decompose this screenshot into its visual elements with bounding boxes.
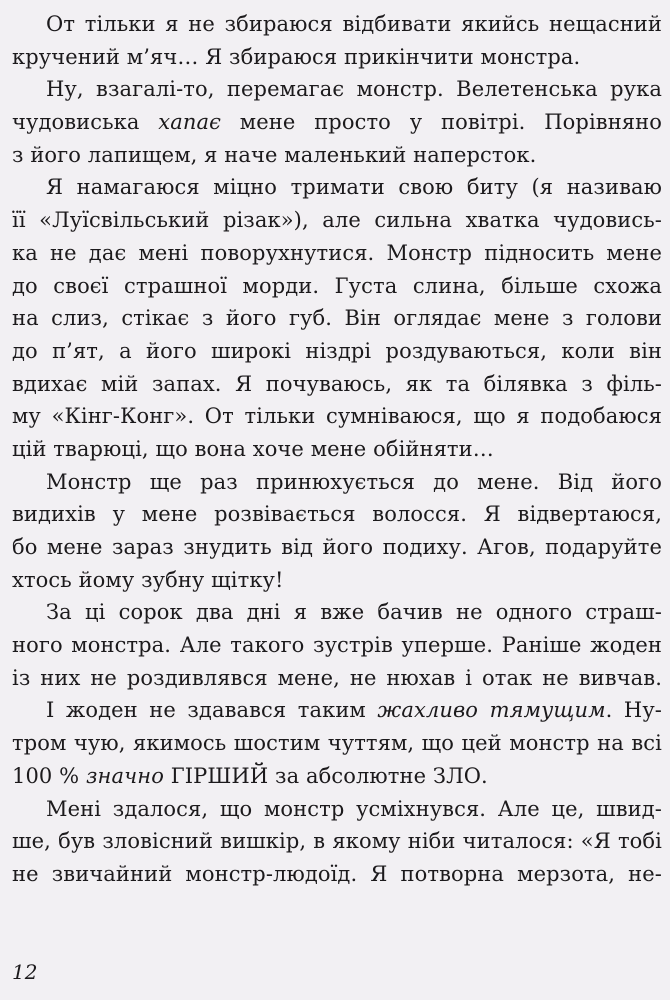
text-run: до своєї страшної морди. Густа слина, більше схожа (12, 273, 662, 298)
text-run: Монстр ще раз принюхується до мене. Від його (46, 469, 662, 494)
text-line (12, 270, 662, 303)
text-run: Ну, взагалі-то, перемагає монстр. Велетенська рука (46, 77, 662, 102)
text-line (12, 793, 662, 826)
text-line (12, 204, 662, 237)
text-line (12, 8, 662, 41)
text-run: І жоден не здавався таким (46, 698, 378, 723)
text-line (12, 466, 662, 499)
text-run: ше, був зловісний вишкір, в якому ніби читалося: «Я тобі (12, 829, 662, 854)
italic-text: жахливо тямущим (377, 698, 606, 723)
text-run: 100 % (12, 763, 86, 788)
text-run: Мені здалося, що монстр усміхнувся. Але це, швид- (46, 796, 662, 821)
text-run: до п’ят, а його широкі ніздрі роздуваються, коли він (12, 338, 662, 363)
text-line (12, 694, 662, 727)
text-run: Я намагаюся міцно тримати свою биту (я називаю (46, 175, 662, 200)
text-line (12, 498, 662, 531)
text-run: ГІРШИЙ за абсолютне ЗЛО. (163, 763, 488, 788)
text-line (12, 564, 662, 597)
text-line (12, 41, 662, 74)
page-text (12, 8, 662, 891)
text-run: От тільки я не збираюся відбивати якийсь нещасний (46, 12, 662, 36)
text-line (12, 825, 662, 858)
italic-text: значно (86, 763, 164, 788)
text-run: цій тварюці, що вона хоче мене обійняти… (12, 436, 494, 461)
text-line (12, 629, 662, 662)
text-line (12, 760, 662, 793)
text-run: бо мене зараз знудить від його подиху. Агов, подаруйте (12, 535, 662, 559)
text-line (12, 302, 662, 335)
text-line (12, 237, 662, 270)
text-run: із них не роздивлявся мене, не нюхав і отак не вивчав. (12, 665, 662, 690)
text-run: кручений м’яч… Я збираюся прикінчити монстра. (12, 44, 581, 69)
italic-text: хапає (158, 110, 221, 135)
text-line (12, 106, 662, 139)
text-run: вдихає мій запах. Я почуваюсь, як та білявка з філь- (12, 371, 662, 396)
text-run: ка не дає мені поворухнутися. Монстр підносить мене (12, 240, 662, 265)
text-run: з його лапищем, я наче маленький наперсток. (12, 142, 537, 167)
text-run: мене просто у повітрі. Порівняно (220, 110, 662, 135)
text-line (12, 335, 662, 368)
text-run: видихів у мене розвівається волосся. Я відвертаюся, (12, 502, 662, 527)
text-run: За ці сорок два дні я вже бачив не одного страш- (46, 600, 662, 625)
page-number: 12 (12, 960, 38, 984)
text-line (12, 531, 662, 564)
text-line (12, 139, 662, 172)
text-line (12, 858, 662, 891)
text-line (12, 596, 662, 629)
text-line (12, 400, 662, 433)
text-run: її «Луїсвільський різак»), але сильна хватка чудовись- (12, 208, 662, 233)
text-run: . Ну- (605, 698, 662, 723)
text-line (12, 171, 662, 204)
text-run: хтось йому зубну щітку! (12, 567, 284, 592)
text-run: на слиз, стікає з його губ. Він оглядає мене з голови (12, 306, 662, 331)
text-line (12, 662, 662, 695)
text-line (12, 433, 662, 466)
text-run: не звичайний монстр-людоїд. Я потворна мерзота, не- (12, 861, 662, 886)
text-run: тром чую, якимось шостим чуттям, що цей монстр на всі (12, 731, 662, 756)
text-run: му «Кінг-Конг». От тільки сумніваюся, що я подобаюся (12, 404, 662, 429)
text-line (12, 73, 662, 106)
text-run: ного монстра. Але такого зустрів уперше. Раніше жоден (12, 633, 662, 658)
text-line (12, 368, 662, 401)
text-line (12, 727, 662, 760)
text-run: чудовиська (12, 110, 159, 135)
